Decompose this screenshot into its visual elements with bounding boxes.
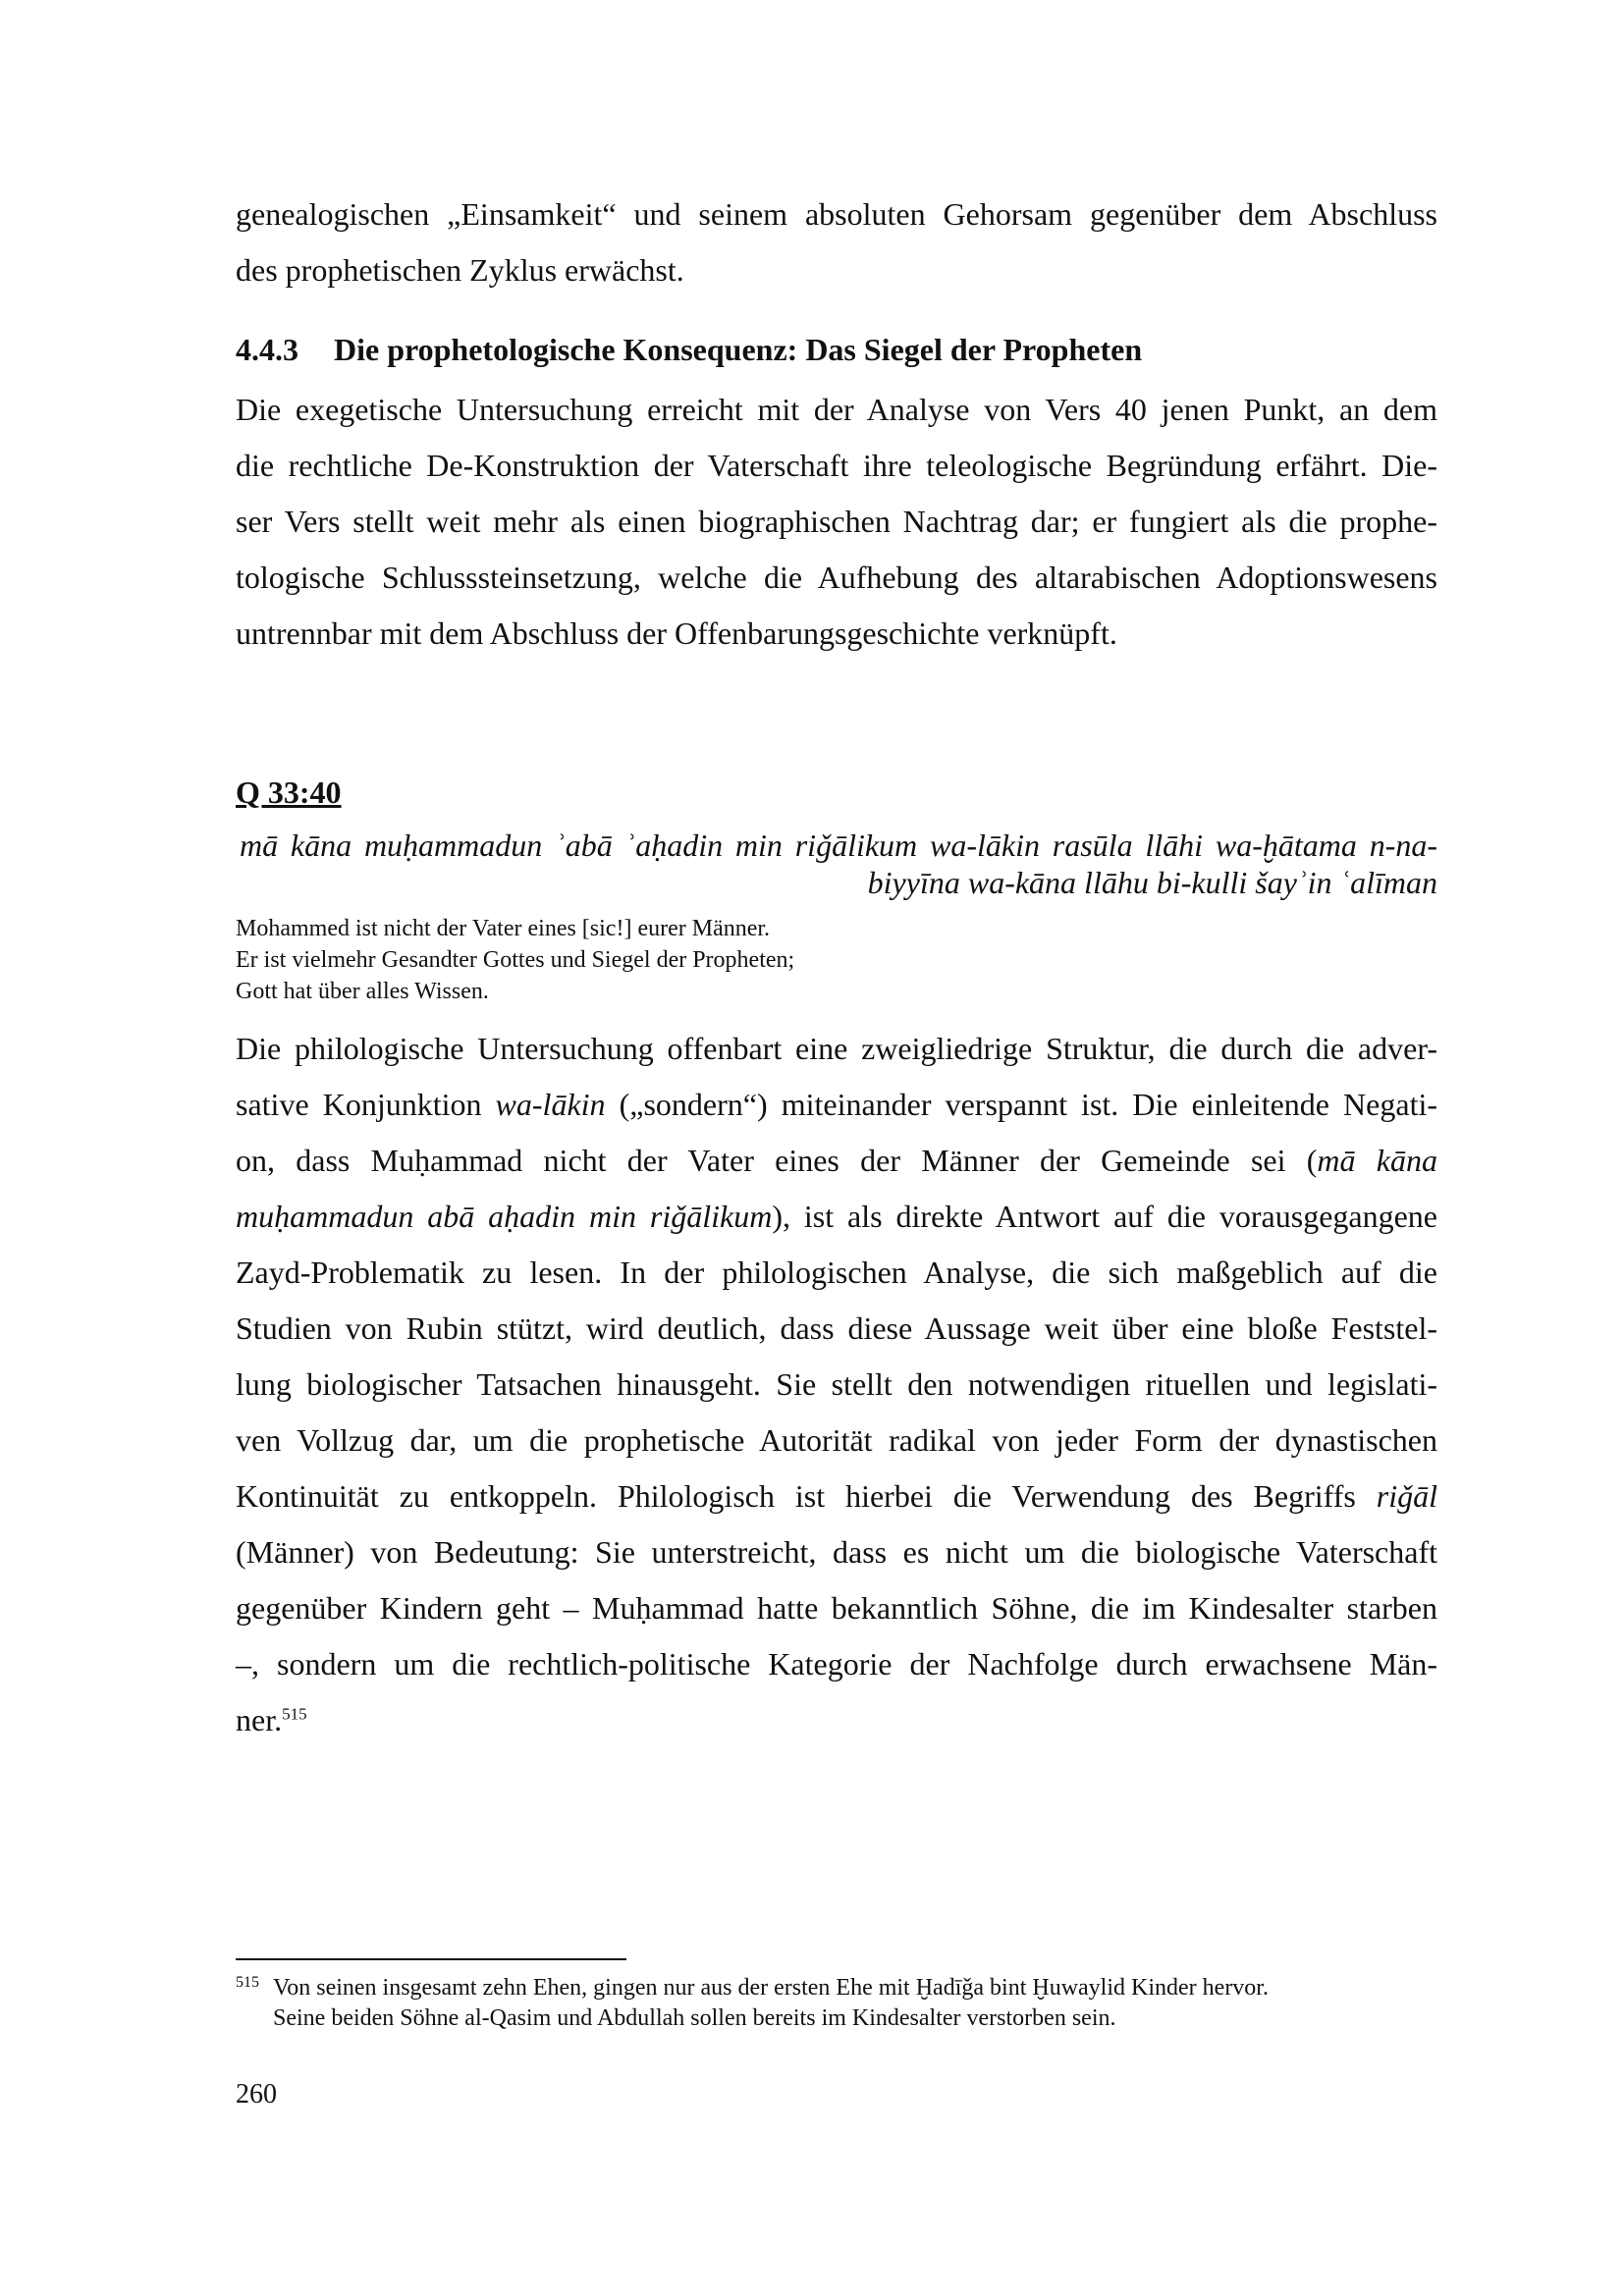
text-run: ), ist als direkte Antwort auf die vorausgegangene: [772, 1199, 1438, 1234]
section-title: Die prophetologische Konsequenz: Das Siegel der Propheten: [334, 332, 1143, 367]
paragraph-2-line-13: [236, 1692, 1437, 1748]
footnote: [236, 1973, 1437, 2034]
intro-line-2: des prophetischen Zyklus erwächst.: [236, 252, 684, 288]
paragraph-2-line-2: [236, 1077, 1437, 1133]
translation-line-3: Gott hat über alles Wissen.: [236, 979, 489, 1004]
paragraph-2-line-7: lung biologischer Tatsachen hinausgeht. Sie stellt den notwendigen rituellen und legislati-: [236, 1366, 1437, 1402]
paragraph-2-line-11: gegenüber Kindern geht – Muḥammad hatte bekanntlich Söhne, die im Kindesalter starben: [236, 1590, 1437, 1626]
footnote-separator: [236, 1958, 626, 1960]
paragraph-1-line-2: die rechtliche De-Konstruktion der Vaterschaft ihre teleologische Begründung erfährt. Die-: [236, 448, 1437, 483]
footnote-line-2: Seine beiden Söhne al-Qasim und Abdullah sollen bereits im Kindesalter verstorben sein.: [273, 2005, 1116, 2031]
footnote-line-1: Von seinen insgesamt zehn Ehen, gingen nur aus der ersten Ehe mit Ḫadīǧa bint Ḫuwaylid Kinder hervor.: [273, 1975, 1269, 2001]
page-body: [236, 187, 1437, 1748]
footnote-number: 515: [236, 1974, 259, 1991]
paragraph-2-line-9: [236, 1468, 1437, 1524]
page-number: 260: [236, 2079, 277, 2109]
quran-reference: Q 33:40: [236, 774, 342, 810]
section-number: 4.4.3: [236, 332, 298, 367]
text-run: sative Konjunktion: [236, 1087, 496, 1122]
paragraph-1-line-3: ser Vers stellt weit mehr als einen biographischen Nachtrag dar; er fungiert als die prophe-: [236, 504, 1437, 539]
paragraph-1-line-5: untrennbar mit dem Abschluss der Offenbarungsgeschichte verknüpft.: [236, 615, 1117, 651]
verse-transliteration: [236, 827, 1437, 901]
italic-term: muḥammadun abā aḥadin min riǧālikum: [236, 1199, 773, 1234]
verse-translation: [236, 913, 1437, 1007]
text-run: ner.: [236, 1702, 283, 1737]
paragraph-1-line-4: tologische Schlusssteinsetzung, welche die Aufhebung des altarabischen Adoptionswesens: [236, 560, 1437, 595]
section-heading: [236, 322, 1437, 378]
transliteration-line-1: mā kāna muḥammadun ʾabā ʾaḥadin min riǧālikum wa-lākin rasūla llāhi wa-ḫātama n-na-: [240, 828, 1437, 863]
paragraph-philology: [236, 1021, 1437, 1748]
italic-term: wa-lākin: [495, 1087, 606, 1122]
text-run: on, dass Muḥammad nicht der Vater eines der Männer der Gemeinde sei (: [236, 1143, 1318, 1178]
italic-term: riǧāl: [1376, 1478, 1437, 1514]
italic-term: mā kāna: [1317, 1143, 1438, 1178]
paragraph-2-line-8: ven Vollzug dar, um die prophetische Autorität radikal von jeder Form der dynastischen: [236, 1422, 1437, 1458]
translation-line-1: Mohammed ist nicht der Vater eines [sic!] eurer Männer.: [236, 916, 771, 941]
text-run: („sondern“) miteinander verspannt ist. Die einleitende Negati-: [605, 1087, 1437, 1122]
paragraph-2-line-6: Studien von Rubin stützt, wird deutlich, dass diese Aussage weit über eine bloße Feststel-: [236, 1310, 1437, 1346]
paragraph-2-line-3: [236, 1133, 1437, 1189]
text-run: Kontinuität zu entkoppeln. Philologisch ist hierbei die Verwendung des Begriffs: [236, 1478, 1377, 1514]
intro-line-1: genealogischen „Einsamkeit“ und seinem absoluten Gehorsam gegenüber dem Abschluss: [236, 196, 1437, 232]
paragraph-1-line-1: Die exegetische Untersuchung erreicht mit der Analyse von Vers 40 jenen Punkt, an dem: [236, 392, 1437, 427]
translation-line-2: Er ist vielmehr Gesandter Gottes und Siegel der Propheten;: [236, 947, 795, 973]
intro-paragraph: [236, 187, 1437, 298]
paragraph-2-line-1: Die philologische Untersuchung offenbart eine zweigliedrige Struktur, die durch die adver-: [236, 1031, 1437, 1066]
paragraph-2-line-12: –, sondern um die rechtlich-politische Kategorie der Nachfolge durch erwachsene Män-: [236, 1646, 1437, 1682]
paragraph-exegesis: [236, 382, 1437, 662]
paragraph-2-line-4: [236, 1189, 1437, 1245]
transliteration-line-2: biyyīna wa-kāna llāhu bi-kulli šayʾin ʿalīman: [867, 865, 1437, 900]
footnote-reference[interactable]: 515: [282, 1704, 307, 1724]
paragraph-2-line-5: Zayd-Problematik zu lesen. In der philologischen Analyse, die sich maßgeblich auf die: [236, 1255, 1437, 1290]
paragraph-2-line-10: (Männer) von Bedeutung: Sie unterstreicht, dass es nicht um die biologische Vaterschaft: [236, 1534, 1437, 1570]
